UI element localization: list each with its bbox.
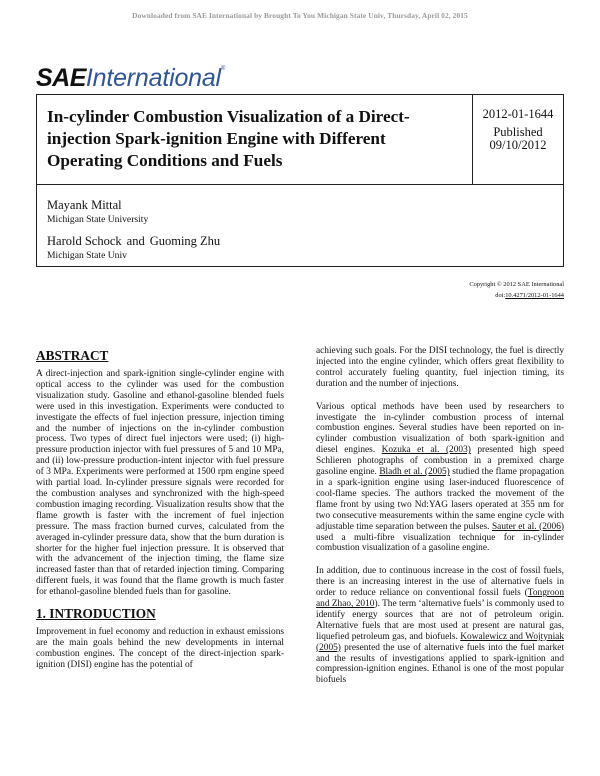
paragraph-text: studied the flame propagation in a spark-ignition engine using laser-induced fluorescence of cool-flame species. The authors tracked the movement of the flame front by using two Nd:YAG lasers operated at 355 nm for two consecutive measurements within the same engine cycle with adjustable time separation between the pulses. [316,467,564,532]
author-name: Guoming Zhu [149,234,221,248]
intro-paragraph [316,402,564,555]
paper-title [47,106,463,172]
intro-paragraph [316,566,564,686]
paragraph-text: used a multi-fibre visualization technique for in-cylinder combustion visualization of a gasoline engine. [316,532,564,554]
header-divider-horizontal [37,184,563,185]
doi-prefix: doi: [495,292,506,299]
paragraph-text: presented high speed Schlieren photographs of combustion in a premixed charge gasoline engine. [316,445,564,478]
introduction-heading: 1. INTRODUCTION [36,606,156,622]
author-names-group [47,234,220,249]
logo-international-text: International [85,64,221,92]
citation-link[interactable]: Bladh et al. (2005) [379,467,450,478]
title-line: injection Spark-ignition Engine with Different [47,129,386,148]
citation-link[interactable]: Kozuka et al. (2003) [381,445,471,456]
introduction-text: Improvement in fuel economy and reduction in exhaust emissions are the main goals behind the new developments in internal combustion engines. The concept of the direct-injection spark-ignition (DISI) engine has the potential of [36,627,284,670]
logo-trademark: ® [220,66,226,72]
abstract-text: A direct-injection and spark-ignition single-cylinder engine with optical access to the cylinder was used for the combustion visualization study. Gasoline and ethanol-gasoline blended fuels were used in this investigation. Experiments were conducted to investigate the effects of fuel injection pressure, injection timing and the number of injections on the in-cylinder combustion process. Two types of direct fuel injectors were used; (i) high-pressure production injector with fuel pressures of 5 and 10 MPa, and (ii) low-pressure production-intent injector with fuel pressure of 3 MPa. Experiments were performed at 1500 rpm engine speed with partial load. In-cylinder pressure signals were recorded for the combustion analyses and synchronized with the high-speed combustion imaging recording. Visualization results show that the flame growth is faster with the increment of fuel injection pressure. The mass fraction burned curves, calculated from the averaged in-cylinder pressure data, show that the burn duration is shorter for the higher fuel injection pressure. It is observed that with the advancement of the injection timing, the flame size increased faster than that of retarded injection timing. Comparing different fuels, it was found that the flame growth is much faster for ethanol-gasoline blended fuels than for gasoline. [36,369,284,598]
doi-link[interactable]: 10.4271/2012-01-1644 [505,292,564,299]
author-affiliation: Michigan State Univ [47,250,127,261]
published-date: 09/10/2012 [489,138,547,152]
author-name: Harold Schock [47,234,122,248]
title-line: Operating Conditions and Fuels [47,151,283,170]
paragraph-text: Various optical methods have been used by researchers to investigate the in-cylinder combustion process of internal combustion engines. Several studies have been reported on in-cylinder combustion visualization of both spark-ignition and diesel engines. [316,401,564,456]
doi-line [495,292,564,299]
paragraph-text: presented the use of alternative fuels into the fuel market and the results of investigations applied to spark-ignition and compression-ignition engines. Ethanol is one of the most popular biofuels [316,642,564,686]
citation-link[interactable]: Kowalewicz and Wojtyniak (2005) [316,631,564,653]
left-column [36,348,284,671]
paragraph-text: In addition, due to continuous increase in the cost of fossil fuels, there is an increasing interest in the use of alternative fuels in order to reduce reliance on conventional fossil fuels ( [316,566,564,599]
title-line: In-cylinder Combustion Visualization of a Direct- [47,107,410,126]
paper-header-box [36,94,564,267]
right-column [316,346,564,686]
abstract-heading: ABSTRACT [36,348,109,363]
author-joiner: and [126,234,145,248]
citation-link[interactable]: Tongroon and Zhao, 2010 [316,588,564,610]
author-affiliation: Michigan State University [47,214,149,225]
logo-sae-text: SAE [36,64,86,92]
download-notice: Downloaded from SAE International by Brought To You Michigan State Univ, Thursday, April 02, 2015 [132,11,468,20]
copyright-notice: Copyright © 2012 SAE International [469,281,564,288]
citation-link[interactable]: Sauter et al. (2006) [491,521,564,532]
intro-paragraph: achieving such goals. For the DISI technology, the fuel is directly injected into the engine cylinder, which offers great flexibility to control accurately fueling quantity, fuel injection timing, its duration and the number of injections. [316,346,564,389]
paper-number: 2012-01-1644 [482,107,554,121]
author-name: Mayank Mittal [47,198,122,212]
paragraph-text: ). The term ‘alternative fuels’ is commonly used to identify energy sources that are not of petroleum origin. Alternative fuels that are most used at present are natural gas, liquefied petroleum gas, and biofuels. [316,599,564,642]
published-label: Published [493,125,543,139]
sae-international-logo [36,64,225,92]
